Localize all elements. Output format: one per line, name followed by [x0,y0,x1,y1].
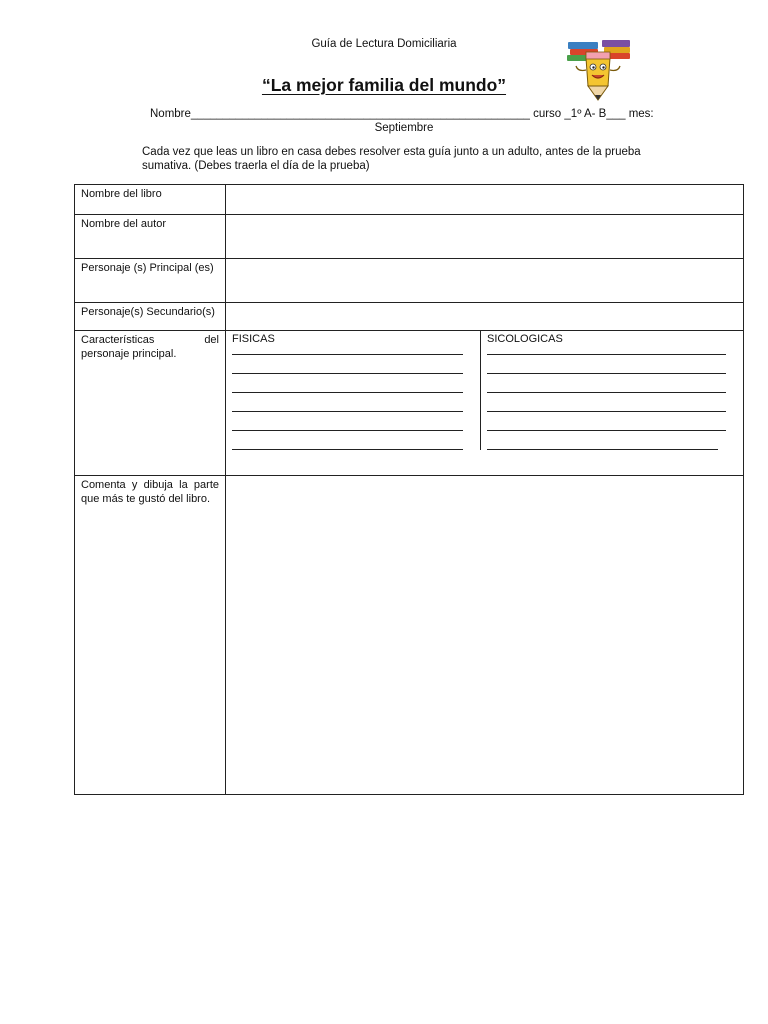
physical-line[interactable] [232,355,463,374]
nombre-label: Nombre [150,108,191,120]
table-row-author [75,215,744,259]
physical-line[interactable] [232,412,463,431]
book-name-field[interactable] [226,185,744,215]
psychological-line[interactable] [487,412,726,431]
comment-draw-label: Comenta y dibuja la parte que más te gustó del libro. [75,476,226,795]
physical-line[interactable] [232,393,463,412]
book-title: “La mejor familia del mundo” [261,75,507,95]
reading-guide-table [74,184,744,795]
physical-header: FISICAS [232,333,275,345]
secondary-characters-field[interactable] [226,303,744,331]
psychological-line[interactable] [487,431,718,450]
psychological-header: SICOLOGICAS [487,333,563,345]
curso-text: curso _1º A- B___ mes: [529,108,654,120]
physical-column [226,331,481,450]
psychological-line[interactable] [487,355,726,374]
table-row-secondary-characters [75,303,744,331]
psychological-column [481,331,744,450]
comment-draw-area[interactable] [226,476,744,795]
psychological-line[interactable] [487,346,726,355]
month-value: Septiembre [374,122,434,134]
psychological-line[interactable] [487,374,726,393]
author-field[interactable] [226,215,744,259]
characteristics-subtable [226,331,743,450]
author-label: Nombre del autor [75,215,226,259]
physical-line[interactable] [232,374,463,393]
pencil-with-books-mascot-icon [562,34,634,102]
nombre-blank[interactable]: _____________________________________________________ [190,108,530,120]
book-title-wrapper [0,75,768,96]
student-name-line [150,108,670,120]
characteristics-cell [226,331,744,476]
secondary-characters-label: Personaje(s) Secundario(s) [75,303,226,331]
characteristics-label: Características del personaje principal. [75,331,226,476]
physical-line[interactable] [232,431,463,450]
main-characters-label: Personaje (s) Principal (es) [75,259,226,303]
guide-header: Guía de Lectura Domiciliaria [311,38,457,50]
table-row-comment-draw [75,476,744,795]
table-row-main-characters [75,259,744,303]
main-characters-field[interactable] [226,259,744,303]
physical-line[interactable] [232,346,463,355]
book-name-label: Nombre del libro [75,185,226,215]
instructions-text: Cada vez que leas un libro en casa debes resolver esta guía junto a un adulto, antes de la prueba sumativa. (Debes traerla el día de la prueba) [142,146,641,172]
table-row-book-name [75,185,744,215]
table-row-characteristics [75,331,744,476]
psychological-line[interactable] [487,393,726,412]
